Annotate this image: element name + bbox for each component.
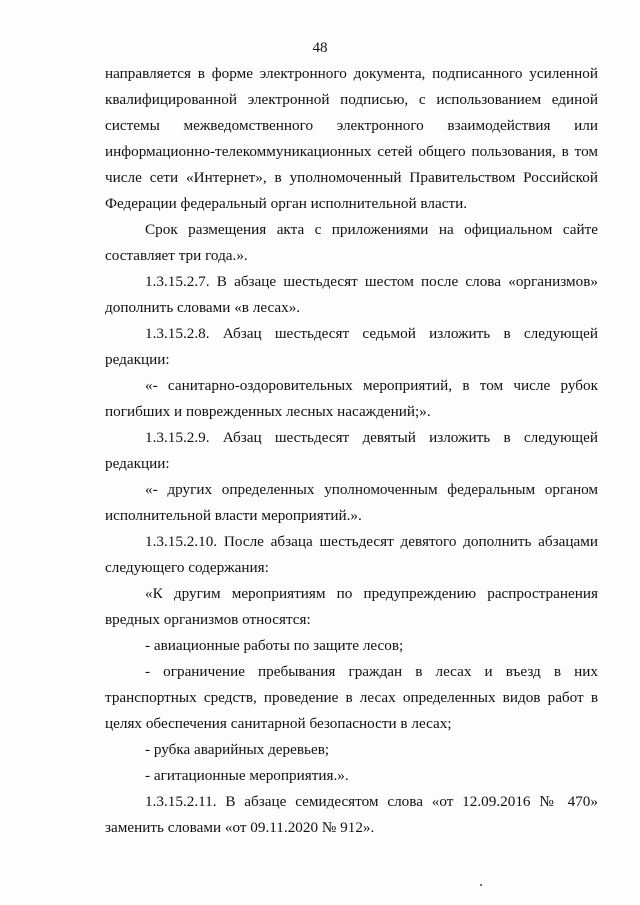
list-item-campaign-measures: - агитационные мероприятия.». [145, 767, 349, 784]
paragraph-item-1-3-15-2-7: 1.3.15.2.7. В абзаце шестьдесят шестом после слова «организмов» дополнить словами «в лесах». [105, 273, 598, 316]
paragraph-item-1-3-15-2-11: 1.3.15.2.11. В абзаце семидесятом слова «от 12.09.2016 № 470» заменить словами «от 09.11.2020 № 912». [105, 793, 598, 836]
paragraph-item-1-3-15-2-10: 1.3.15.2.10. После абзаца шестьдесят девятого дополнить абзацами следующего содержания: [105, 533, 598, 576]
list-item-restriction-of-stay: - ограничение пребывания граждан в лесах и въезд в них транспортных средств, проведение в лесах определенных видов работ в целях обеспечения санитарной безопасности в лесах; [105, 663, 598, 732]
paragraph-continuation: направляется в форме электронного документа, подписанного усиленной квалифицированной электронной подписью, с использованием единой системы межведомственного электронного взаимодействия или информационно-телекоммуникационных сетей общего пользования, в том числе сети «Интернет», в уполномоченный Правительством Российской Федерации федеральный орган исполнительной власти. [105, 65, 598, 212]
paragraph-posting-period: Срок размещения акта с приложениями на официальном сайте составляет три года.». [105, 221, 598, 264]
page-number: 48 [312, 40, 328, 56]
paragraph-item-1-3-15-2-9: 1.3.15.2.9. Абзац шестьдесят девятый изложить в следующей редакции: [105, 429, 598, 472]
document-body [105, 61, 598, 841]
paragraph-quote-other-measures: «- других определенных уполномоченным федеральным органом исполнительной власти мероприятий.». [105, 481, 598, 524]
paragraph-quote-sanitary: «- санитарно-оздоровительных мероприятий, в том числе рубок погибших и поврежденных лесных насаждений;». [105, 377, 598, 420]
paragraph-item-1-3-15-2-8: 1.3.15.2.8. Абзац шестьдесят седьмой изложить в следующей редакции: [105, 325, 598, 368]
paragraph-quote-other-measures-intro: «К другим мероприятиям по предупреждению распространения вредных организмов относятся: [105, 585, 598, 628]
scan-speck [480, 884, 482, 886]
list-item-aviation-works: - авиационные работы по защите лесов; [145, 637, 404, 654]
list-item-hazard-tree-felling: - рубка аварийных деревьев; [145, 741, 330, 758]
